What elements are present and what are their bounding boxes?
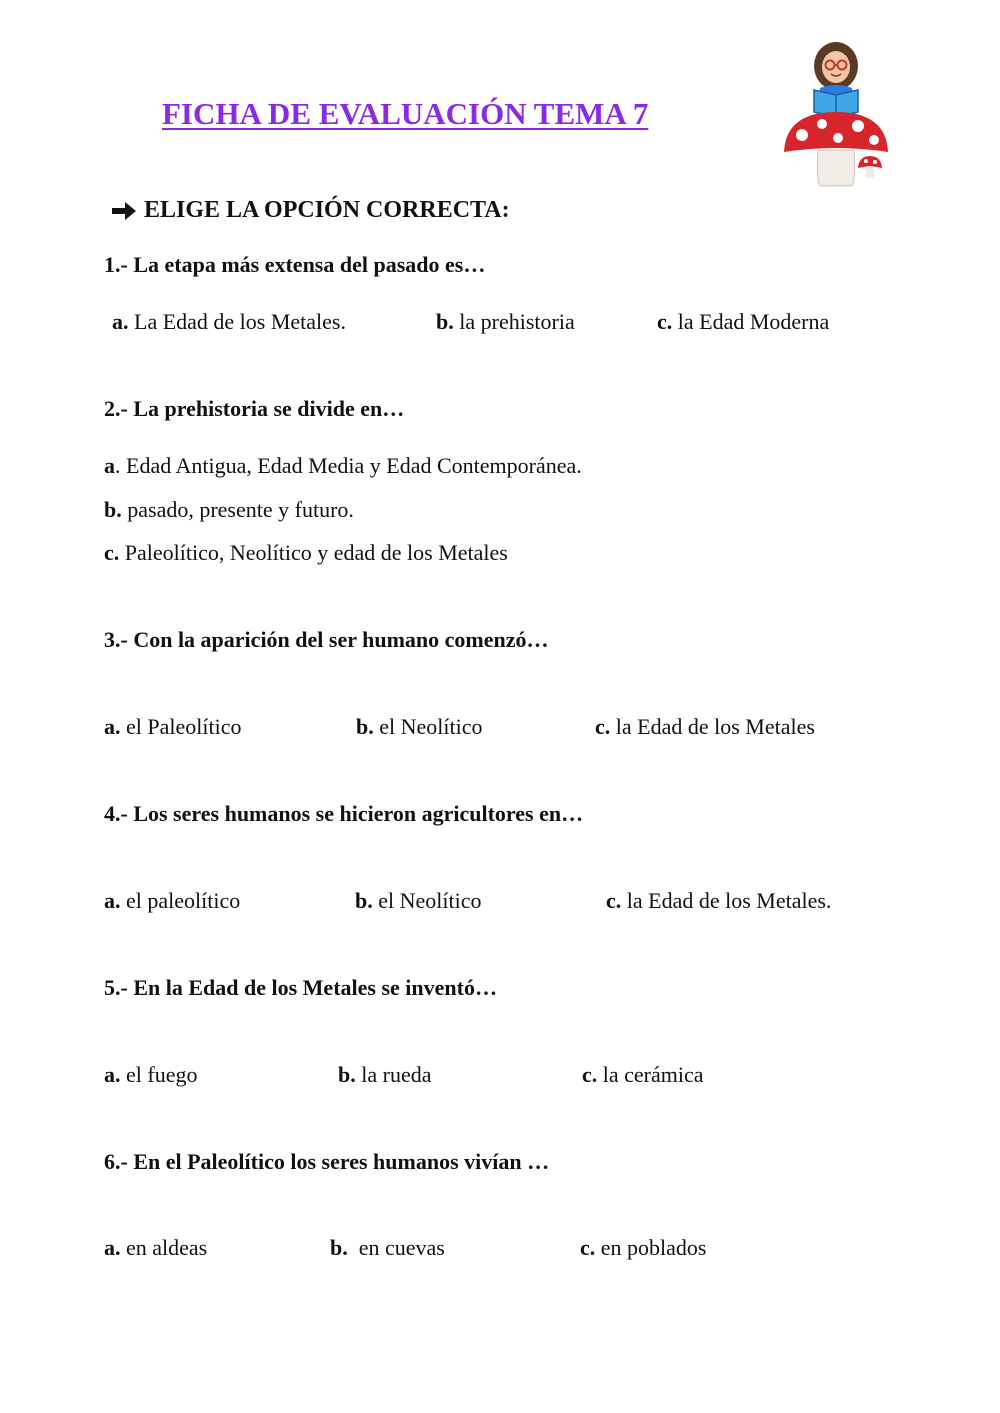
question-2: 2.- La prehistoria se divide en… bbox=[104, 396, 405, 421]
question-3: 3.- Con la aparición del ser humano comenzó… bbox=[104, 627, 549, 652]
q3-option-c[interactable]: c. la Edad de los Metales bbox=[595, 714, 815, 739]
q4-option-a[interactable]: a. el paleolítico bbox=[104, 888, 241, 913]
q5-option-c[interactable]: c. la cerámica bbox=[582, 1062, 704, 1087]
q6-option-b[interactable]: b. en cuevas bbox=[330, 1235, 445, 1260]
instruction-text: ELIGE LA OPCIÓN CORRECTA: bbox=[144, 197, 510, 223]
worksheet-title: FICHA DE EVALUACIÓN TEMA 7 bbox=[162, 96, 649, 131]
q5-option-a[interactable]: a. el fuego bbox=[104, 1062, 198, 1087]
q4-option-b[interactable]: b. el Neolítico bbox=[355, 888, 482, 913]
question-6: 6.- En el Paleolítico los seres humanos vivían … bbox=[104, 1149, 550, 1174]
arrow-right-icon bbox=[104, 201, 144, 221]
q1-option-b[interactable]: b. la prehistoria bbox=[436, 309, 575, 334]
q3-option-b[interactable]: b. el Neolítico bbox=[356, 714, 483, 739]
q6-option-c[interactable]: c. en poblados bbox=[580, 1235, 707, 1260]
q5-option-b[interactable]: b. la rueda bbox=[338, 1062, 432, 1087]
question-1: 1.- La etapa más extensa del pasado es… bbox=[104, 252, 486, 277]
q2-option-b[interactable]: b. pasado, presente y futuro. bbox=[104, 497, 354, 522]
q1-option-c[interactable]: c. la Edad Moderna bbox=[657, 309, 830, 334]
question-5: 5.- En la Edad de los Metales se inventó… bbox=[104, 975, 497, 1000]
instruction-heading bbox=[104, 197, 510, 224]
question-4: 4.- Los seres humanos se hicieron agricultores en… bbox=[104, 801, 584, 826]
q2-option-c[interactable]: c. Paleolítico, Neolítico y edad de los Metales bbox=[104, 540, 508, 565]
q6-option-a[interactable]: a. en aldeas bbox=[104, 1235, 208, 1260]
q2-option-a[interactable]: a. Edad Antigua, Edad Media y Edad Contemporánea. bbox=[104, 453, 582, 478]
avatar-mushroom-illustration bbox=[778, 40, 894, 190]
q3-option-a[interactable]: a. el Paleolítico bbox=[104, 714, 242, 739]
q4-option-c[interactable]: c. la Edad de los Metales. bbox=[606, 888, 832, 913]
q1-option-a[interactable]: a. La Edad de los Metales. bbox=[112, 309, 346, 334]
